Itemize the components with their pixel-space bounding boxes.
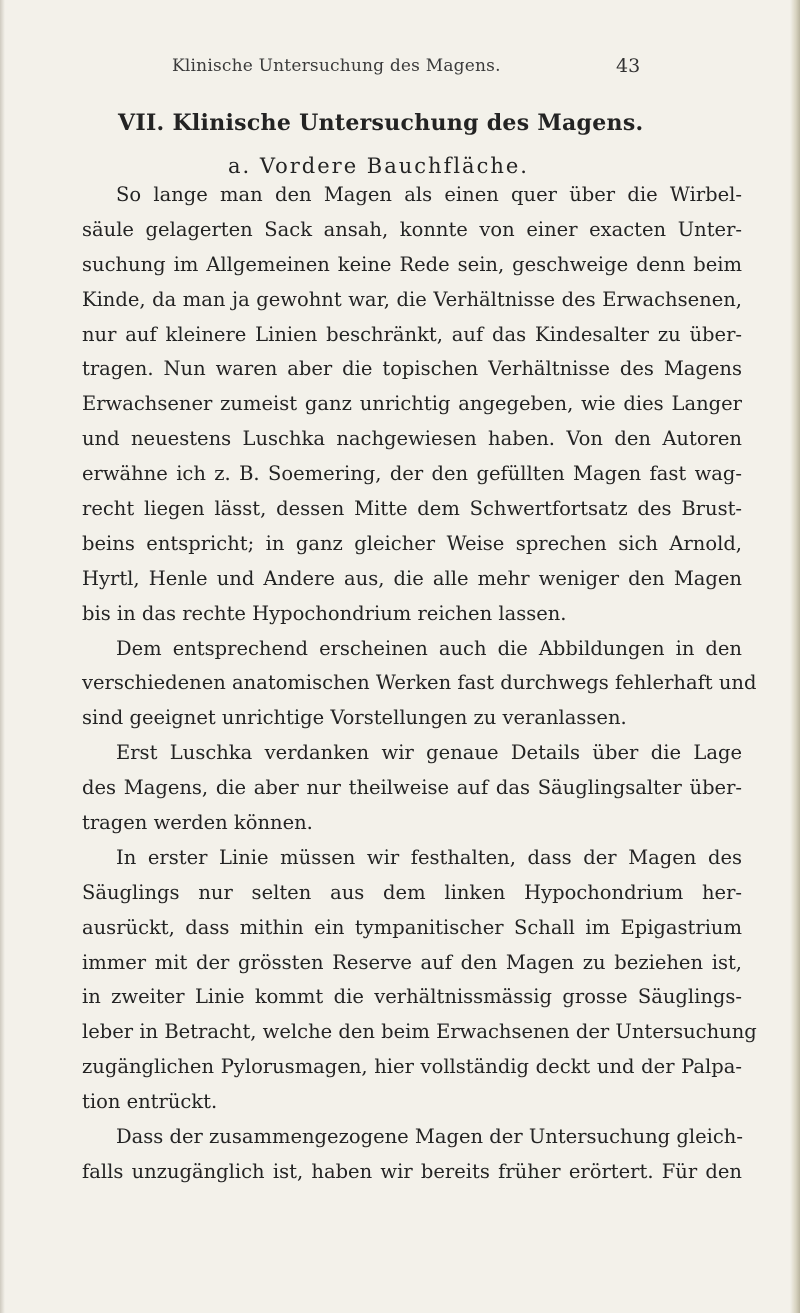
text-line: zugänglichen Pylorusmagen, hier vollständig deckt und der Palpa- <box>82 1055 742 1079</box>
text-line: falls unzugänglich ist, haben wir bereits früher erörtert. Für den <box>82 1159 742 1183</box>
page-edge-left <box>0 0 5 1313</box>
text-line: in zweiter Linie kommt die verhältnissmässig grosse Säuglings- <box>82 985 742 1009</box>
running-head: Klinische Untersuchung des Magens. <box>172 56 501 76</box>
text-line: sind geeignet unrichtige Vorstellungen zu veranlassen. <box>82 706 627 730</box>
text-line: beins entspricht; in ganz gleicher Weise sprechen sich Arnold, <box>82 531 742 555</box>
text-line: tion entrückt. <box>82 1090 218 1114</box>
text-line: nur auf kleinere Linien beschränkt, auf das Kindesalter zu über- <box>82 322 742 346</box>
text-line: leber in Betracht, welche den beim Erwachsenen der Untersuchung <box>82 1020 757 1044</box>
text-line: recht liegen lässt, dessen Mitte dem Schwertfortsatz des Brust- <box>82 497 742 521</box>
text-line: Kinde, da man ja gewohnt war, die Verhältnisse des Erwachsenen, <box>82 287 742 311</box>
text-line: erwähne ich z. B. Soemering, der den gefüllten Magen fast wag- <box>82 462 742 486</box>
text-line: des Magens, die aber nur theilweise auf das Säuglingsalter über- <box>82 776 742 800</box>
text-line: bis in das rechte Hypochondrium reichen lassen. <box>82 601 567 625</box>
text-line: immer mit der grössten Reserve auf den Magen zu beziehen ist, <box>82 950 742 974</box>
text-line: In erster Linie müssen wir festhalten, dass der Magen des <box>116 845 742 869</box>
text-line: tragen. Nun waren aber die topischen Verhältnisse des Magens <box>82 357 742 381</box>
text-line: verschiedenen anatomischen Werken fast durchwegs fehlerhaft und <box>82 671 757 695</box>
text-line: Hyrtl, Henle und Andere aus, die alle mehr weniger den Magen <box>82 566 742 590</box>
text-line: Erst Luschka verdanken wir genaue Details über die Lage <box>116 741 742 765</box>
chapter-title: VII. Klinische Untersuchung des Magens. <box>118 110 644 136</box>
page-number: 43 <box>616 55 641 77</box>
text-line: tragen werden können. <box>82 811 313 835</box>
page-edge-right <box>790 0 800 1313</box>
text-line: suchung im Allgemeinen keine Rede sein, geschweige denn beim <box>82 252 742 276</box>
section-title: a. Vordere Bauchfläche. <box>228 154 529 178</box>
text-line: So lange man den Magen als einen quer über die Wirbel- <box>116 183 742 206</box>
text-line: säule gelagerten Sack ansah, konnte von einer exacten Unter- <box>82 217 742 241</box>
text-line: Dass der zusammengezogene Magen der Untersuchung gleich- <box>116 1125 743 1149</box>
text-line: Dem entsprechend erscheinen auch die Abbildungen in den <box>116 636 742 660</box>
body-text <box>82 178 757 1190</box>
text-line: Säuglings nur selten aus dem linken Hypochondrium her- <box>82 880 742 904</box>
text-line: und neuestens Luschka nachgewiesen haben. Von den Autoren <box>82 427 742 451</box>
text-line: ausrückt, dass mithin ein tympanitischer Schall im Epigastrium <box>82 915 742 939</box>
text-line: Erwachsener zumeist ganz unrichtig angegeben, wie dies Langer <box>82 392 742 416</box>
